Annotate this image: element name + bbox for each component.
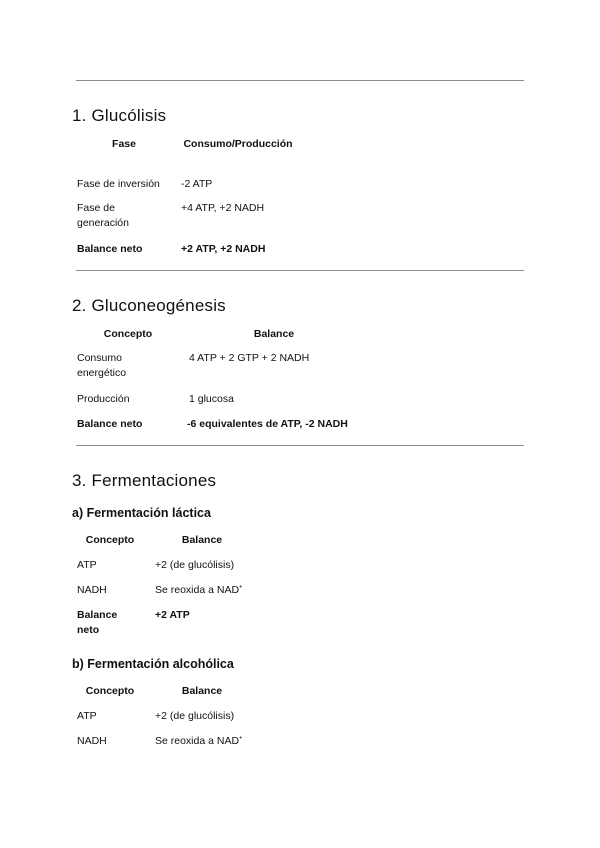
row-label: NADH (77, 584, 107, 596)
row-value (155, 734, 355, 749)
table-header-concepto: Concepto (103, 328, 153, 340)
row-value-balance: +2 ATP (155, 609, 190, 621)
subsection-title-lactica: a) Fermentación láctica (72, 506, 211, 520)
section-title-glucolisis: 1. Glucólisis (72, 106, 167, 125)
row-value: +4 ATP, +2 NADH (181, 202, 265, 214)
table-header-balance: Balance (181, 534, 223, 546)
row-label: Fase de inversión (77, 178, 160, 190)
row-label-balance: Balance neto (77, 418, 143, 430)
row-label: Producción (77, 393, 130, 405)
superscript-plus: + (239, 735, 243, 742)
row-label: ATP (77, 710, 97, 722)
table-header-balance: Balance (253, 328, 295, 340)
table-header-fase: Fase (112, 138, 136, 150)
divider-1 (76, 270, 524, 271)
row-label-balance: Balance neto (77, 243, 143, 255)
table-header-concepto: Concepto (85, 534, 135, 546)
divider-top (76, 80, 524, 81)
row-label: NADH (77, 735, 107, 747)
row-value (155, 583, 355, 598)
section-title-fermentaciones: 3. Fermentaciones (72, 471, 217, 490)
row-label: Consumo energético (77, 352, 127, 379)
superscript-plus: + (239, 584, 243, 591)
table-header-concepto: Concepto (85, 685, 135, 697)
row-value-text: Se reoxida a NAD (155, 584, 240, 596)
row-value-balance: +2 ATP, +2 NADH (181, 243, 266, 255)
row-label: ATP (77, 559, 97, 571)
row-value: 4 ATP + 2 GTP + 2 NADH (189, 352, 310, 364)
row-value: -2 ATP (181, 178, 213, 190)
table-header-consumo: Consumo/Producción (183, 138, 293, 150)
row-value: +2 (de glucólisis) (155, 710, 235, 722)
row-value-text: Se reoxida a NAD (155, 735, 240, 747)
divider-2 (76, 445, 524, 446)
row-label-balance: Balance neto (77, 609, 118, 636)
table-header-balance: Balance (181, 685, 223, 697)
row-label: Fase de generación (77, 202, 129, 229)
row-value: 1 glucosa (189, 393, 234, 405)
row-value: +2 (de glucólisis) (155, 559, 235, 571)
subsection-title-alcoholica: b) Fermentación alcohólica (72, 657, 234, 671)
row-value-balance: -6 equivalentes de ATP, -2 NADH (187, 418, 348, 430)
section-title-gluconeogenesis: 2. Gluconeogénesis (72, 296, 226, 315)
